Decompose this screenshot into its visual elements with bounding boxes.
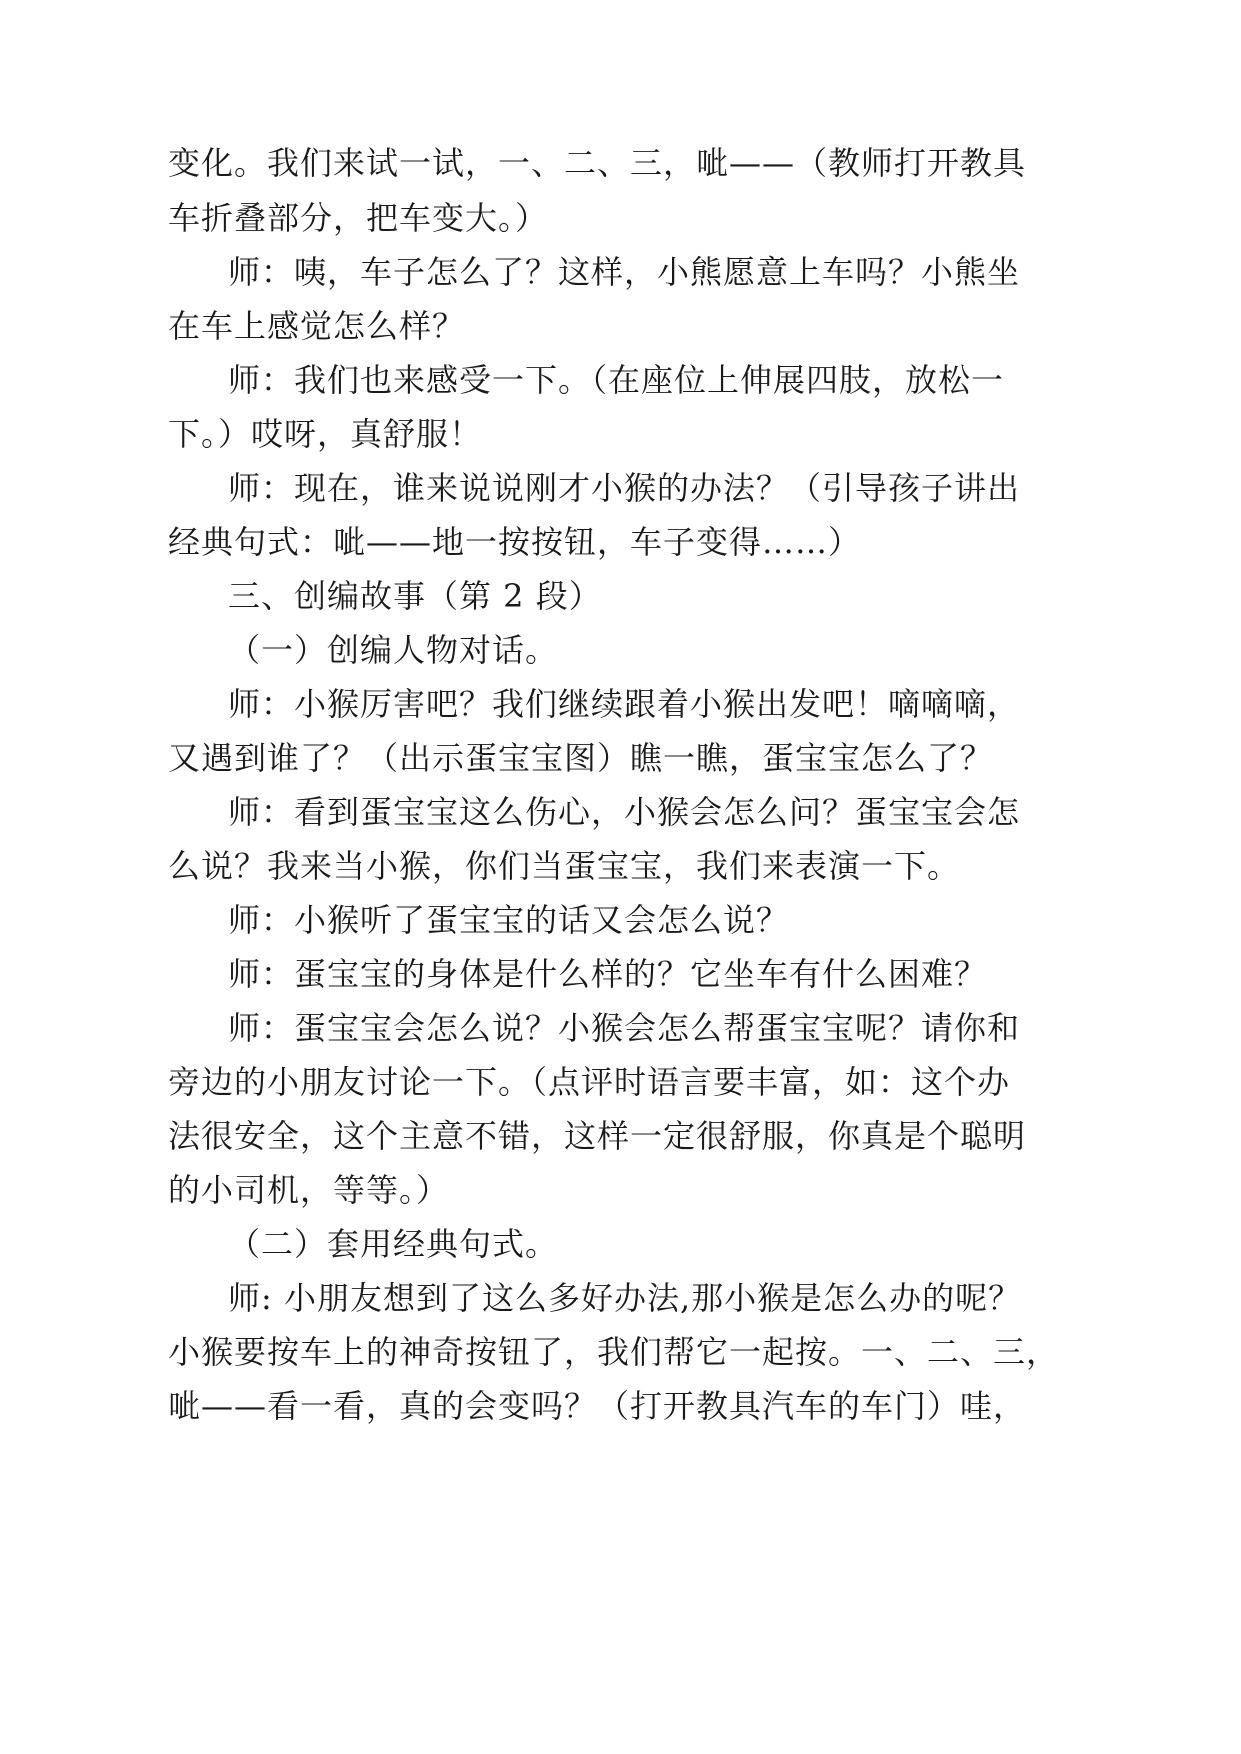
text-line: 师: 小朋友想到了这么多好办法,那小猴是怎么办的呢？ [228,1279,1022,1317]
text-line: 师：蛋宝宝会怎么说？小猴会怎么帮蛋宝宝呢？请你和 [228,1009,1021,1047]
subsection-heading: （二）套用经典句式。 [228,1225,559,1263]
text-line: 小猴要按车上的神奇按钮了，我们帮它一起按。一、二、三， [168,1333,1060,1371]
text-line: 呲——看一看，真的会变吗？（打开教具汽车的车门）哇， [168,1387,1027,1425]
text-line: 下。）哎呀，真舒服！ [168,415,483,453]
text-line: 法很安全，这个主意不错，这样一定很舒服，你真是个聪明 [168,1117,1027,1155]
text-line: 师：小猴听了蛋宝宝的话又会怎么说？ [228,901,790,939]
text-line: 师：现在，谁来说说刚才小猴的办法？（引导孩子讲出 [228,469,1021,507]
text-line: 旁边的小朋友讨论一下。（点评时语言要丰富，如：这个办 [168,1063,1011,1101]
text-line: 在车上感觉怎么样？ [168,307,466,345]
text-line: 师：小猴厉害吧？我们继续跟着小猴出发吧！嘀嘀嘀， [228,685,1021,723]
section-heading: 三、创编故事（第 2 段） [228,577,602,615]
text-line: 变化。我们来试一试，一、二、三，呲——（教师打开教具 [168,144,1027,182]
text-line: 经典句式：呲——地一按按钮，车子变得……） [168,523,862,561]
text-line: 车折叠部分，把车变大。） [168,199,549,237]
text-line: 师：咦，车子怎么了？这样，小熊愿意上车吗？小熊坐 [228,253,1021,291]
text-line: 么说？我来当小猴，你们当蛋宝宝，我们来表演一下。 [168,847,961,885]
text-line: 师：蛋宝宝的身体是什么样的？它坐车有什么困难？ [228,955,988,993]
text-line: 的小司机，等等。） [168,1171,450,1209]
text-line: 师：看到蛋宝宝这么伤心，小猴会怎么问？蛋宝宝会怎 [228,793,1021,831]
subsection-heading: （一）创编人物对话。 [228,631,559,669]
text-line: 师：我们也来感受一下。（在座位上伸展四肢，放松一 [228,361,1005,399]
text-line: 又遇到谁了？（出示蛋宝宝图）瞧一瞧，蛋宝宝怎么了？ [168,739,994,777]
